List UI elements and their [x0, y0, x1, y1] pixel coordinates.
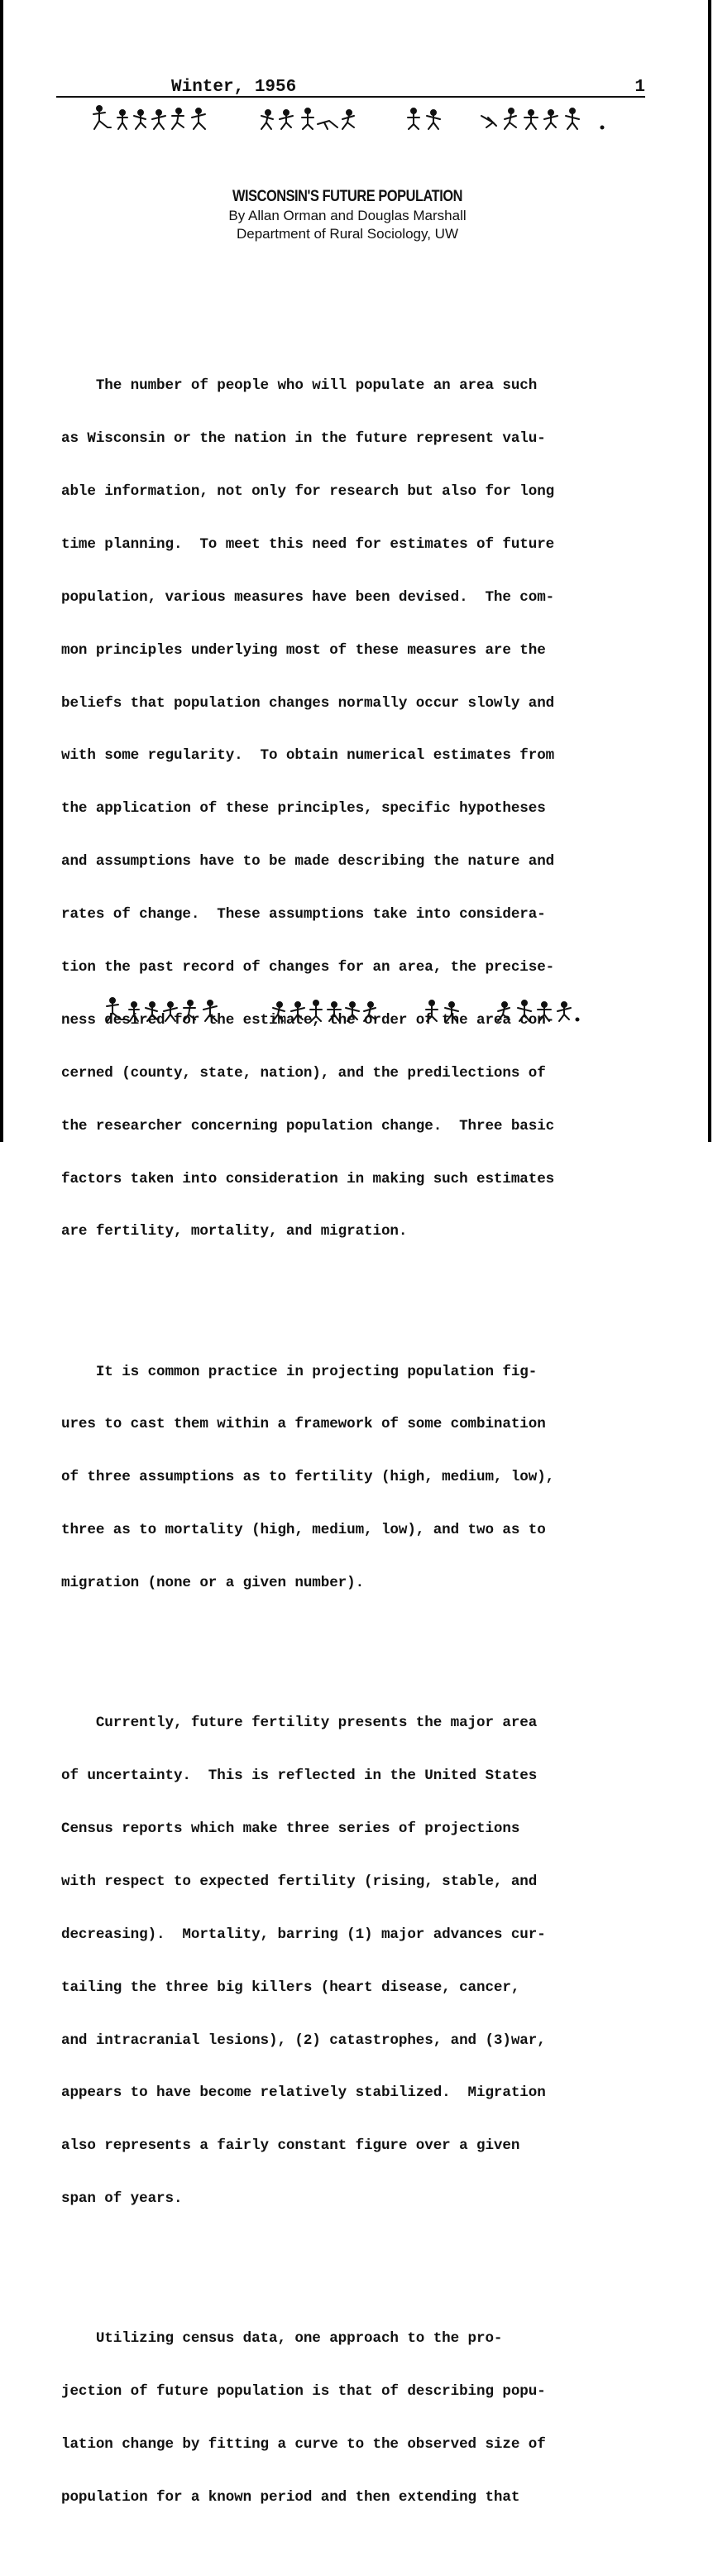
text-line: mon principles underlying most of these measures are the [61, 641, 546, 659]
article-title: WISCONSIN'S FUTURE POPULATION [232, 188, 462, 205]
dancer-group-4 [481, 108, 604, 129]
page-number: 1 [634, 78, 645, 97]
text-line: population for a known period and then extending that [61, 2488, 520, 2506]
paragraph-4 [61, 2295, 660, 2542]
text-line: of three assumptions as to fertility (high, medium, low), [61, 1469, 555, 1486]
text-line: Utilizing census data, one approach to the pro- [61, 2330, 503, 2348]
text-line: of uncertainty. This is reflected in the United States [61, 1768, 538, 1785]
text-line: jection of future population is that of describing popu- [61, 2383, 546, 2401]
dancer-group-7 [426, 1000, 458, 1021]
text-line: cerned (county, state, nation), and the predilections of [61, 1064, 546, 1082]
text-line: with respect to expected fertility (rising, stable, and [61, 1873, 538, 1890]
text-line: able information, not only for research but also for long [61, 482, 555, 500]
article-authors: By Allan Orman and Douglas Marshall [228, 208, 467, 223]
text-line: as Wisconsin or the nation in the future represent valu- [61, 430, 546, 448]
text-line: three as to mortality (high, medium, low), and two as to [61, 1522, 546, 1539]
text-line: ness desired for the estimate, the order of the area con- [61, 1011, 555, 1029]
text-line: span of years. [61, 2190, 183, 2208]
article-department: Department of Rural Sociology, UW [236, 226, 458, 242]
dancing-figures-bottom [104, 995, 601, 1023]
paragraph-2 [61, 1328, 660, 1628]
text-line: lation change by fitting a curve to the observed size of [61, 2436, 546, 2454]
page-border-left [0, 0, 3, 1142]
article-heading [124, 187, 571, 243]
text-line: ures to cast them within a framework of some combination [61, 1416, 546, 1433]
text-line: with some regularity. To obtain numerical estimates from [61, 747, 555, 765]
text-line: appears to have become relatively stabilized. Migration [61, 2084, 546, 2102]
article-body [61, 307, 660, 2576]
text-line: rates of change. These assumptions take into considera- [61, 906, 546, 923]
paragraph-3 [61, 1680, 660, 2244]
dancer-group-3 [408, 108, 440, 129]
dancing-figures-top [91, 103, 620, 131]
text-line: Census reports which make three series of projections [61, 1820, 520, 1837]
text-line: It is common practice in projecting population fig- [61, 1363, 538, 1380]
text-line: beliefs that population changes normally occur slowly and [61, 694, 555, 712]
paragraph-1 [61, 343, 660, 1277]
text-line: Currently, future fertility presents the major area [61, 1715, 538, 1732]
text-line: the application of these principles, specific hypotheses [61, 800, 546, 818]
text-line: migration (none or a given number). [61, 1575, 365, 1592]
dancer-group-6 [273, 1000, 376, 1021]
dancer-group-1 [93, 106, 205, 129]
text-line: are fertility, mortality, and migration. [61, 1223, 408, 1240]
text-line: time planning. To meet this need for estimates of future [61, 535, 555, 553]
text-line: factors taken into consideration in making such estimates [61, 1170, 555, 1187]
text-line: decreasing). Mortality, barring (1) major advances cur- [61, 1926, 546, 1943]
text-line: tion the past record of changes for an area, the precise- [61, 958, 555, 976]
dancer-group-2 [261, 108, 354, 129]
header-season: Winter, [171, 78, 245, 97]
text-line: and assumptions have to be made describing the nature and [61, 853, 555, 871]
header-date [113, 79, 296, 96]
dancer-group-8 [498, 1000, 579, 1021]
running-header [56, 79, 645, 98]
page-border-right [708, 0, 711, 1142]
text-line: The number of people who will populate an area such [61, 377, 538, 395]
dancer-group-5 [107, 998, 217, 1021]
text-line: the researcher concerning population change. Three basic [61, 1117, 555, 1134]
text-line: tailing the three big killers (heart disease, cancer, [61, 1979, 520, 1996]
text-line: and intracranial lesions), (2) catastrophes, and (3)war, [61, 2032, 546, 2049]
header-year: 1956 [254, 78, 297, 97]
text-line: population, various measures have been devised. The com- [61, 588, 555, 606]
text-line: also represents a fairly constant figure over a given [61, 2137, 520, 2155]
